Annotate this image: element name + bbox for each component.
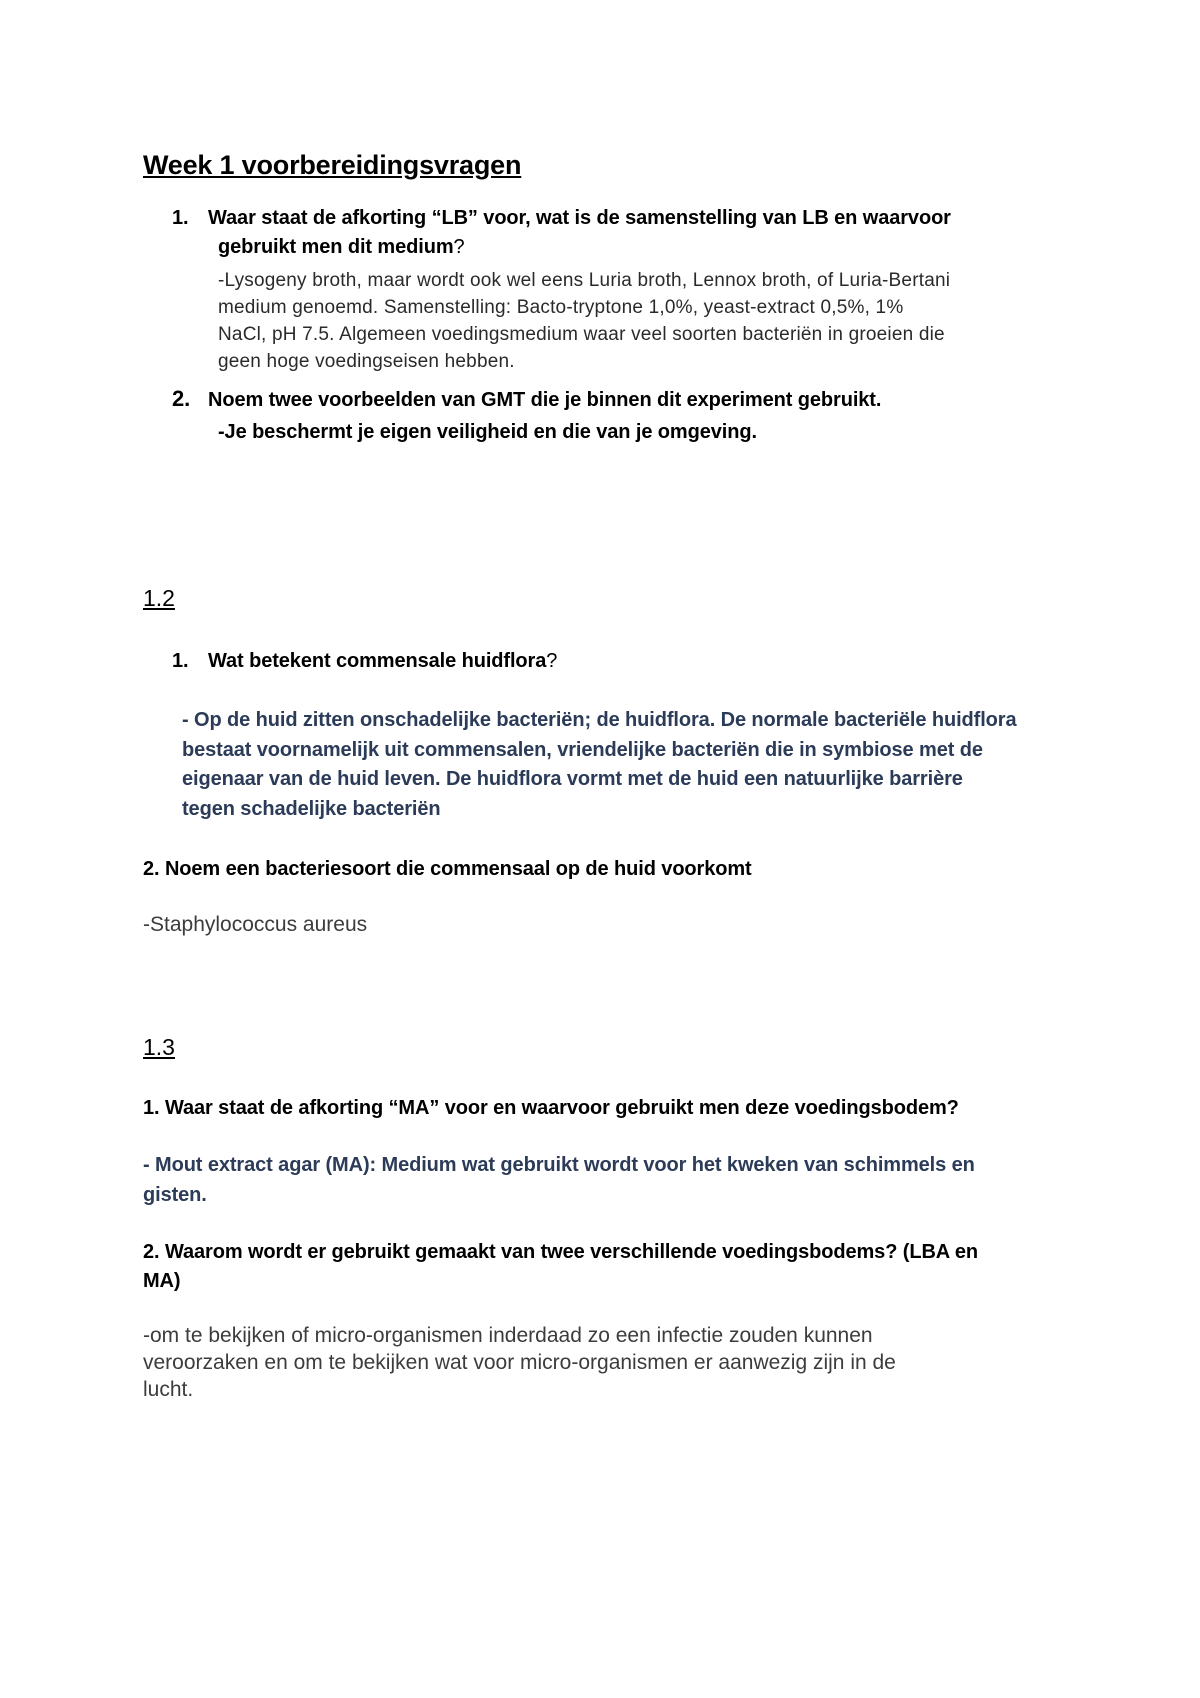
answer-line: eigenaar van de huid leven. De huidflora vormt met de huid een natuurlijke barrière [182, 768, 963, 790]
answer-line: tegen schadelijke bacteriën [182, 797, 441, 820]
week1-question-2 [172, 384, 881, 415]
question-number: 2. [143, 858, 160, 880]
answer-line: NaCl, pH 7.5. Algemeen voedingsmedium waar veel soorten bacteriën in groeien die [218, 324, 945, 345]
week1-question-1-line-2 [218, 233, 465, 262]
answer-line: bestaat voornamelijk uit commensalen, vriendelijke bacteriën die in symbiose met de [182, 738, 983, 761]
answer-line: -om te bekijken of micro-organismen inderdaad zo een infectie zouden kunnen [143, 1324, 873, 1347]
answer-line: - Mout extract agar (MA): Medium wat gebruikt wordt voor het kweken van schimmels en [143, 1154, 975, 1176]
answer-line: gisten. [143, 1183, 207, 1206]
week1-answer-1 [218, 267, 950, 375]
question-mark: ? [453, 236, 465, 258]
answer-line: geen hoge voedingseisen hebben. [218, 351, 515, 372]
answer-line: lucht. [143, 1378, 194, 1401]
question-text: Waar staat de afkorting “MA” voor en waarvoor gebruikt men deze voedingsbodem? [164, 1097, 959, 1119]
section-1-2-answer-1 [182, 706, 1017, 824]
question-number: 2. [143, 1241, 160, 1263]
section-heading-1-2: 1.2 [143, 585, 175, 611]
question-number: 1. [143, 1097, 160, 1119]
question-text: Noem een bacteriesoort die commensaal op de huid voorkomt [164, 858, 752, 880]
section-heading-1-3: 1.3 [143, 1034, 175, 1060]
section-1-2-question-1 [172, 647, 557, 676]
week1-question-1 [172, 204, 951, 233]
question-number: 1. [172, 207, 189, 229]
week1-answer-2: -Je beschermt je eigen veiligheid en die van je omgeving. [218, 421, 757, 443]
question-text-line-2: gebruikt men dit medium [218, 236, 454, 258]
answer-line: - Op de huid zitten onschadelijke bacteriën; de huidflora. De normale bacteriële huidflora [182, 709, 1017, 731]
answer-line: -Lysogeny broth, maar wordt ook wel eens Luria broth, Lennox broth, of Luria-Bertani [218, 270, 951, 291]
page-title: Week 1 voorbereidingsvragen [143, 150, 522, 180]
question-text-line-1: Waarom wordt er gebruikt gemaakt van twee verschillende voedingsbodems? (LBA en [164, 1241, 978, 1263]
answer-line: medium genoemd. Samenstelling: Bacto-tryptone 1,0%, yeast-extract 0,5%, 1% [218, 297, 904, 318]
question-text: Wat betekent commensale huidflora [208, 650, 547, 672]
section-1-2-question-2 [143, 855, 752, 884]
question-mark: ? [546, 650, 558, 672]
section-1-3-answer-1 [143, 1151, 975, 1210]
section-1-3-question-1 [143, 1094, 959, 1123]
answer-line: veroorzaken en om te bekijken wat voor micro-organismen er aanwezig zijn in de [143, 1351, 896, 1374]
question-text-line-2: MA) [143, 1270, 181, 1292]
question-number: 2. [172, 386, 191, 411]
section-1-3-answer-2 [143, 1322, 896, 1403]
section-1-2-answer-2: -Staphylococcus aureus [143, 913, 368, 936]
question-text-line-1: Waar staat de afkorting “LB” voor, wat is de samenstelling van LB en waarvoor [208, 207, 951, 229]
question-number: 1. [172, 650, 189, 672]
section-1-3-question-2 [143, 1238, 978, 1296]
question-text: Noem twee voorbeelden van GMT die je binnen dit experiment gebruikt. [208, 389, 882, 411]
